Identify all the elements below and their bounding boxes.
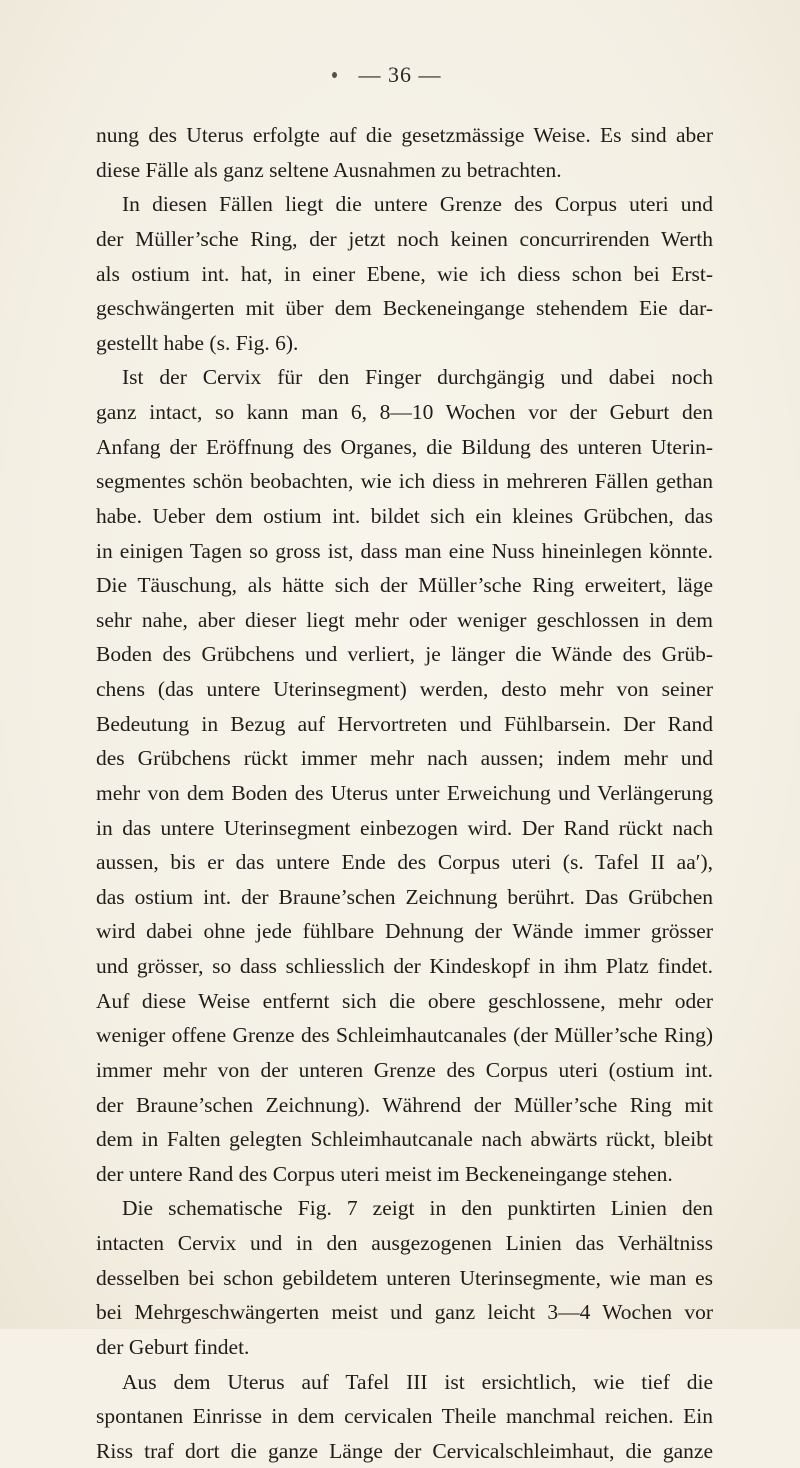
text-line: in das untere Uterinsegment einbezogen wird. Der Rand rückt nach bbox=[96, 815, 713, 840]
text-line: diese Fälle als ganz seltene Ausnahmen zu betrachten. bbox=[96, 157, 562, 182]
text-line: geschwängerten mit über dem Beckeneingange stehendem Eie dar- bbox=[96, 296, 713, 321]
text-line: Aus dem Uterus auf Tafel III ist ersichtlich, wie tief die bbox=[122, 1369, 713, 1394]
text-line: sehr nahe, aber dieser liegt mehr oder weniger geschlossen in dem bbox=[96, 607, 713, 632]
text-line: Bedeutung in Bezug auf Hervortreten und Fühlbarsein. Der Rand bbox=[96, 711, 713, 736]
text-line: bei Mehrgeschwängerten meist und ganz leicht 3—4 Wochen vor bbox=[96, 1300, 713, 1325]
text-line: das ostium int. der Braune’schen Zeichnung berührt. Das Grübchen bbox=[96, 884, 713, 909]
text-line: Ist der Cervix für den Finger durchgängig und dabei noch bbox=[122, 365, 713, 390]
text-line: aussen, bis er das untere Ende des Corpus uteri (s. Tafel II aa′), bbox=[96, 850, 713, 875]
text-line: Die Täuschung, als hätte sich der Müller’sche Ring erweitert, läge bbox=[96, 573, 713, 598]
text-line: intacten Cervix und in den ausgezogenen Linien das Verhältniss bbox=[96, 1231, 713, 1255]
text-line: wird dabei ohne jede fühlbare Dehnung der Wände immer grösser bbox=[96, 919, 713, 944]
ink-dot-mark bbox=[332, 72, 337, 78]
text-line: weniger offene Grenze des Schleimhautcanales (der Müller’sche Ring) bbox=[96, 1023, 713, 1048]
text-line: und grösser, so dass schliesslich der Kindeskopf in ihm Platz findet. bbox=[96, 954, 713, 978]
body-text bbox=[96, 118, 713, 1468]
text-line: Boden des Grübchens und verliert, je länger die Wände des Grüb- bbox=[96, 642, 713, 667]
text-line: Anfang der Eröffnung des Organes, die Bildung des unteren Uterin- bbox=[96, 434, 713, 459]
text-line: Die schematische Fig. 7 zeigt in den punktirten Linien den bbox=[122, 1196, 713, 1221]
text-line: immer mehr von der unteren Grenze des Corpus uteri (ostium int. bbox=[96, 1057, 713, 1082]
text-line: chens (das untere Uterinsegment) werden, desto mehr von seiner bbox=[96, 677, 713, 701]
text-line: nung des Uterus erfolgte auf die gesetzmässige Weise. Es sind aber bbox=[96, 123, 713, 147]
text-line: Auf diese Weise entfernt sich die obere geschlossene, mehr oder bbox=[96, 988, 713, 1013]
text-line: als ostium int. hat, in einer Ebene, wie ich diess schon bei Erst- bbox=[96, 261, 713, 286]
text-line: In diesen Fällen liegt die untere Grenze des Corpus uteri und bbox=[122, 192, 713, 217]
page-header bbox=[0, 62, 800, 88]
text-line: habe. Ueber dem ostium int. bildet sich ein kleines Grübchen, das bbox=[96, 503, 713, 528]
text-line: ganz intact, so kann man 6, 8—10 Wochen vor der Geburt den bbox=[96, 400, 713, 424]
text-line: in einigen Tagen so gross ist, dass man eine Nuss hineinlegen könnte. bbox=[96, 538, 713, 563]
text-line: der untere Rand des Corpus uteri meist im Beckeneingange stehen. bbox=[96, 1161, 673, 1186]
text-line: des Grübchens rückt immer mehr nach aussen; indem mehr und bbox=[96, 746, 713, 771]
text-line: segmentes schön beobachten, wie ich diess in mehreren Fällen gethan bbox=[96, 469, 713, 494]
text-line: gestellt habe (s. Fig. 6). bbox=[96, 330, 299, 355]
page-number: — 36 — bbox=[358, 62, 442, 87]
text-line: der Müller’sche Ring, der jetzt noch keinen concurrirenden Werth bbox=[96, 226, 713, 251]
text-line: der Geburt findet. bbox=[96, 1334, 250, 1359]
text-line: der Braune’schen Zeichnung). Während der Müller’sche Ring mit bbox=[96, 1092, 713, 1117]
text-line: desselben bei schon gebildetem unteren Uterinsegmente, wie man es bbox=[96, 1265, 713, 1290]
text-line: spontanen Einrisse in dem cervicalen Theile manchmal reichen. Ein bbox=[96, 1404, 713, 1429]
text-line: dem in Falten gelegten Schleimhautcanale nach abwärts rückt, bleibt bbox=[96, 1127, 713, 1152]
text-line: mehr von dem Boden des Uterus unter Erweichung und Verlängerung bbox=[96, 780, 713, 805]
text-line: Riss traf dort die ganze Länge der Cervicalschleimhaut, die ganze bbox=[96, 1438, 713, 1463]
